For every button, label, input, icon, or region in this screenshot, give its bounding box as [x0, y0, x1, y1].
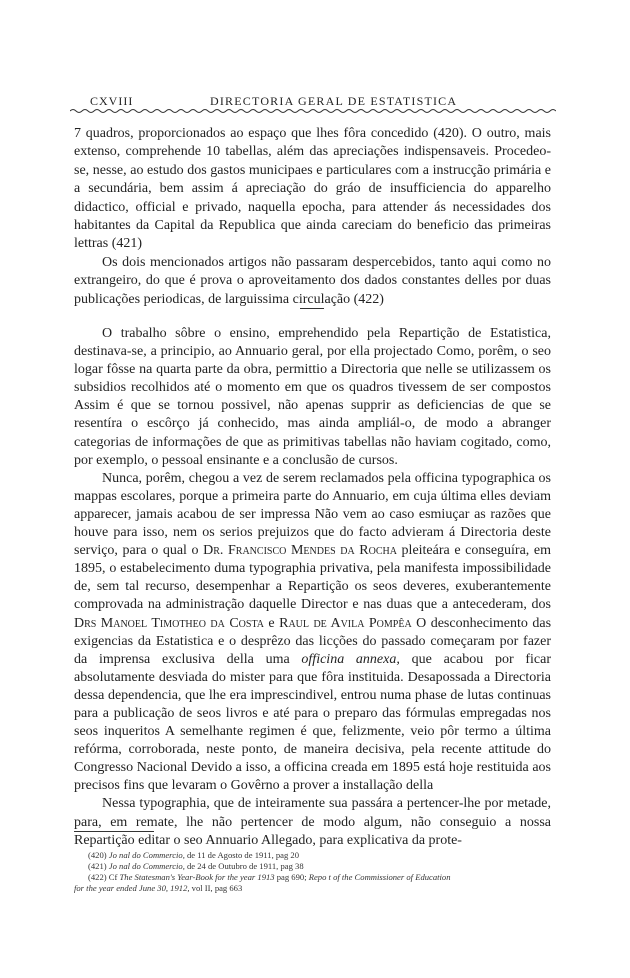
footnote-source-2: Repo t of the Commissioner of Education — [308, 872, 451, 882]
footnote-number: (421) — [88, 861, 107, 871]
paragraph-3: O trabalho sôbre o ensino, emprehendido pela Repartição de Estatistica, destinava-se, a principio, ao Annuario geral, por ella projectado Como, porêm, o seo logar fôsse na quarta parte da obra, permittio a Directoria que nelle se utilizassem os subsidios recolhidos até o momento em que os quadros tivessem de ser compostos Assim é que se tornou possivel, não apenas supprir as deficiencias de que se resentíra o escôrço já conhecido, mas ainda ampliál-o, de modo a abranger categorias de informações de que as primitivas tabellas não haviam cogitado, como, por exemplo, o pessoal ensinante e a conclusão de cursos. — [74, 326, 551, 468]
paragraph-5: Nessa typographia, que de inteiramente sua passára a pertencer-lhe por metade, para, em remate, lhe não pertencer de modo algum, não conseguio a nossa Repartição editar o seo Annuario Allegado, para explicativa da prote- — [74, 796, 551, 848]
footnote-420 — [74, 850, 551, 861]
person-name-timotheo-da-costa: Drs Manoel Timotheo da Costa — [74, 615, 264, 631]
p4-text-3: e — [263, 615, 280, 631]
italic-officina-annexa: officina annexa, — [301, 651, 400, 667]
header-title: DIRECTORIA GERAL DE ESTATISTICA — [210, 94, 458, 108]
footnote-source: Jo nal do Commercio, — [108, 850, 185, 860]
paragraph-2: Os dois mencionados artigos não passaram despercebidos, tanto aqui como no extrangeiro, do que é prova o aproveitamento dos dados constantes delles por duas publicações periodicas, de larguissima circulação (422) — [74, 254, 551, 307]
header-wavy-rule — [70, 108, 556, 114]
paragraph-4 — [74, 470, 551, 796]
running-header — [70, 94, 556, 116]
section-separator — [300, 308, 324, 309]
footnote-detail: vol II, pag 663 — [189, 883, 243, 893]
footnote-source-2-cont: for the year ended June 30, 1912, — [74, 883, 190, 893]
p4-text-2: pleiteára e conseguíra, em 1895, o estabelecimento duma typographia privativa, pela manifesta impossibilidade de, sem tal recurso, desempenhar a Repartição os seos deveres, exuberantemente comprovada na administração daquelle Director e nas duas que a antecederam, dos — [74, 543, 551, 613]
footnote-number: (420) — [88, 850, 107, 860]
main-text-block — [74, 325, 551, 850]
footnote-421 — [74, 861, 551, 872]
footnote-number: (422) — [88, 872, 107, 882]
person-name-mendes-da-rocha: Dr. Francisco Mendes da Rocha — [203, 543, 397, 559]
top-text-block — [74, 125, 551, 309]
footnote-422-continued — [74, 883, 551, 894]
p4-text-5: que acabou por ficar absolutamente desviada do mister para que fôra instituida. Desapossada a Directoria dessa dependencia, que lhe era imprescindivel, entrou numa phase de lutas continuas para a publicação de seos livros e até para o preparo das fórmulas empregadas nos seos inqueritos A semelhante regimen é que, felizmente, veio pôr termo a última refórma, corroborada, neste ponto, de maneira decisiva, pela recente attitude do Congresso Nacional Devido a isso, a officina creada em 1895 está hoje restituida aos precisos fins que levaram o Govêrno a prover a installação della — [74, 651, 551, 794]
p4-text-1: Nunca, porêm, chegou a vez de serem reclamados pela officina typographica os mappas escolares, porque a primeira parte do Annuario, em cuja última elles deviam apparecer, jamais acabou de ser impressa Não vem ao caso esmiuçar as razões que houve para isso, nem os serios prejuizos que do facto advieram á Directoria deste serviço, para o qual o — [74, 470, 551, 559]
footnote-detail: de 24 de Outubro de 1911, pag 38 — [184, 861, 304, 871]
footnote-rule — [74, 831, 154, 832]
footnote-detail: de 11 de Agosto de 1911, pag 20 — [184, 850, 300, 860]
footnote-source: Jo nal do Commercio, — [108, 861, 185, 871]
footnote-source: The Statesman's Year-Book for the year 1913 — [119, 872, 275, 882]
page-number: CXVIII — [90, 94, 134, 108]
paragraph-1: 7 quadros, proporcionados ao espaço que lhes fôra concedido (420). O outro, mais extenso, comprehende 10 tabellas, além das apreciações indispensaveis. Procedeo-se, nesse, ao estudo dos gastos municipaes e particulares com a instrucção primária e a secundária, bem assim á apreciação do gráo de insufficiencia do apparelho didactico, official e privado, naquella epocha, para attender ás necessidades dos habitantes da Capital da Republica que ainda careciam do beneficio das primeiras lettras (421) — [74, 126, 551, 252]
footnote-detail: pag 690; — [274, 872, 309, 882]
footnotes — [74, 850, 551, 894]
footnote-cf: Cf — [106, 872, 120, 882]
person-name-avila-pompea: Raul de Avila Pompêa — [279, 615, 412, 631]
p4-text-4: O desconhecimento das exigencias da Estatistica e o desprêzo das licções do passado começaram por fazer da imprensa exclusiva della uma — [74, 615, 552, 667]
footnote-422 — [74, 872, 551, 883]
